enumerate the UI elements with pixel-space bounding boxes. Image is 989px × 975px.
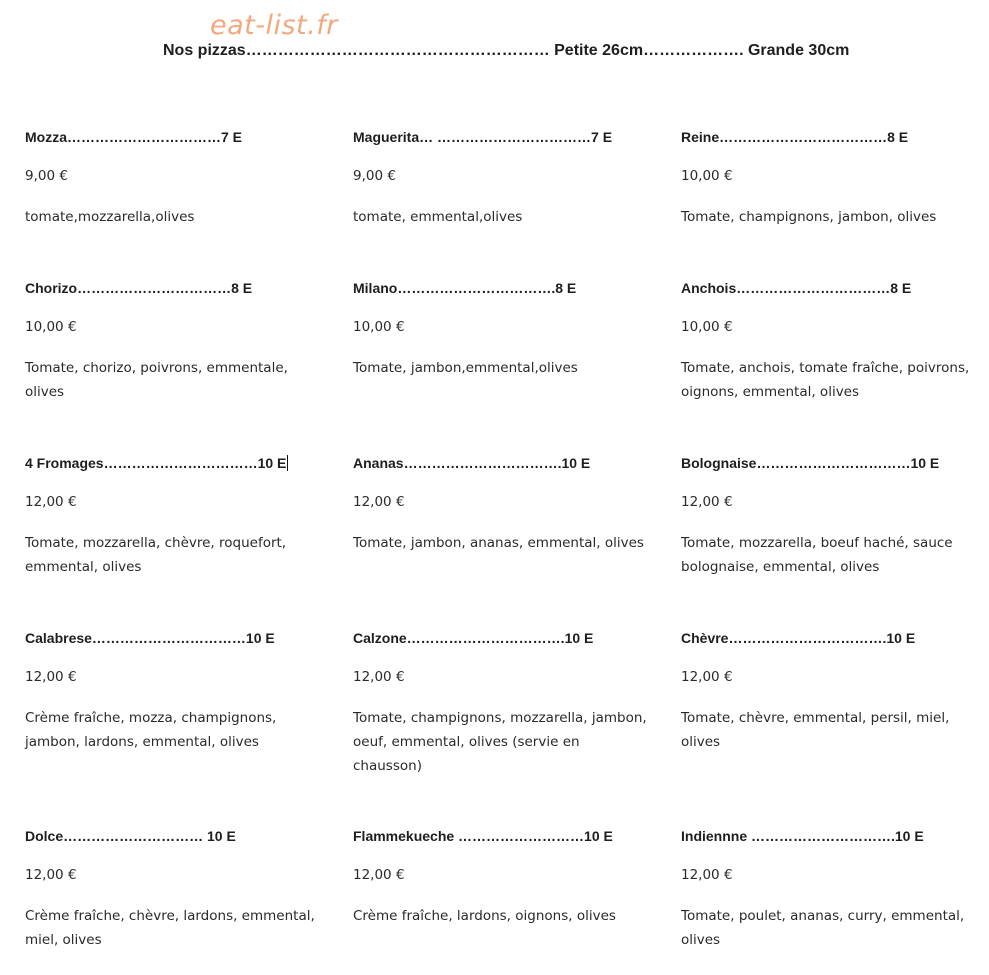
item-description: Tomate, mozzarella, chèvre, roquefort, emmental, olives	[25, 535, 287, 575]
menu-item-flammekueche	[353, 827, 653, 928]
item-price: 10,00 €	[25, 319, 77, 335]
menu-item-dolce	[25, 827, 325, 952]
item-price: 12,00 €	[353, 494, 405, 510]
menu-item-ananas	[353, 454, 653, 555]
item-price: 12,00 €	[25, 867, 77, 883]
item-price: 12,00 €	[25, 494, 77, 510]
menu-item-4-fromages	[25, 454, 325, 579]
item-name: Calzone…………………………….10 E	[353, 630, 594, 646]
watermark-logo: eat-list.fr	[210, 10, 338, 41]
item-price: 10,00 €	[681, 168, 733, 184]
menu-item-chevre	[681, 629, 981, 754]
item-name: Bolognaise……………………………10 E	[681, 455, 940, 471]
item-name: Chorizo……………………………8 E	[25, 280, 253, 296]
menu-item-mozza	[25, 128, 325, 229]
item-price: 9,00 €	[25, 168, 68, 184]
item-name: Maguerita… ……………………………7 E	[353, 129, 613, 145]
item-description: tomate,mozzarella,olives	[25, 209, 195, 225]
item-description: Crème fraîche, lardons, oignons, olives	[353, 908, 616, 924]
item-description: Tomate, chorizo, poivrons, emmentale, olives	[25, 360, 288, 400]
item-price: 10,00 €	[353, 319, 405, 335]
text-cursor	[287, 455, 288, 471]
menu-item-calzone	[353, 629, 653, 778]
item-description: Tomate, jambon,emmental,olives	[353, 360, 578, 376]
item-price: 12,00 €	[681, 669, 733, 685]
item-description: Tomate, champignons, jambon, olives	[681, 209, 937, 225]
menu-item-anchois	[681, 279, 981, 404]
item-price: 12,00 €	[353, 867, 405, 883]
item-name: Milano…………………………….8 E	[353, 280, 577, 296]
item-name: Chèvre…………………………….10 E	[681, 630, 916, 646]
menu-item-chorizo	[25, 279, 325, 404]
item-description: Tomate, chèvre, emmental, persil, miel, olives	[681, 710, 950, 750]
item-description: Tomate, poulet, ananas, curry, emmental, olives	[681, 908, 965, 948]
item-name: Anchois……………………………8 E	[681, 280, 912, 296]
item-description: Tomate, jambon, ananas, emmental, olives	[353, 535, 644, 551]
item-name: Indiennne ………………………….10 E	[681, 828, 924, 844]
item-description: Tomate, champignons, mozzarella, jambon, oeuf, emmental, olives (servie en chausson)	[353, 710, 647, 774]
item-name: Mozza……………………………7 E	[25, 129, 243, 145]
item-description: Crème fraîche, mozza, champignons, jambon, lardons, emmental, olives	[25, 710, 277, 750]
item-name: Dolce………………………… 10 E	[25, 828, 236, 844]
item-price: 12,00 €	[681, 867, 733, 883]
item-name: Flammekueche ………………………10 E	[353, 828, 613, 844]
item-price: 12,00 €	[681, 494, 733, 510]
item-name: Reine………………………………8 E	[681, 129, 909, 145]
item-name	[25, 454, 325, 472]
menu-item-calabrese	[25, 629, 325, 754]
menu-item-reine	[681, 128, 981, 229]
menu-item-maguerita	[353, 128, 653, 229]
item-name: Ananas…………………………….10 E	[353, 455, 591, 471]
menu-item-indiennne	[681, 827, 981, 952]
item-description: Tomate, anchois, tomate fraîche, poivrons, oignons, emmental, olives	[681, 360, 970, 400]
item-description: Tomate, mozzarella, boeuf haché, sauce bolognaise, emmental, olives	[681, 535, 953, 575]
item-price: 9,00 €	[353, 168, 396, 184]
item-price: 12,00 €	[25, 669, 77, 685]
item-description: tomate, emmental,olives	[353, 209, 523, 225]
item-description: Crème fraîche, chèvre, lardons, emmental, miel, olives	[25, 908, 315, 948]
item-price: 10,00 €	[681, 319, 733, 335]
item-price: 12,00 €	[353, 669, 405, 685]
menu-header: Nos pizzas………………………………………………… Petite 26cm………………. Grande 30cm	[163, 42, 850, 59]
item-name-text: 4 Fromages……………………………10 E	[25, 455, 287, 471]
item-name: Calabrese……………………………10 E	[25, 630, 275, 646]
menu-item-bolognaise	[681, 454, 981, 579]
menu-item-milano	[353, 279, 653, 380]
